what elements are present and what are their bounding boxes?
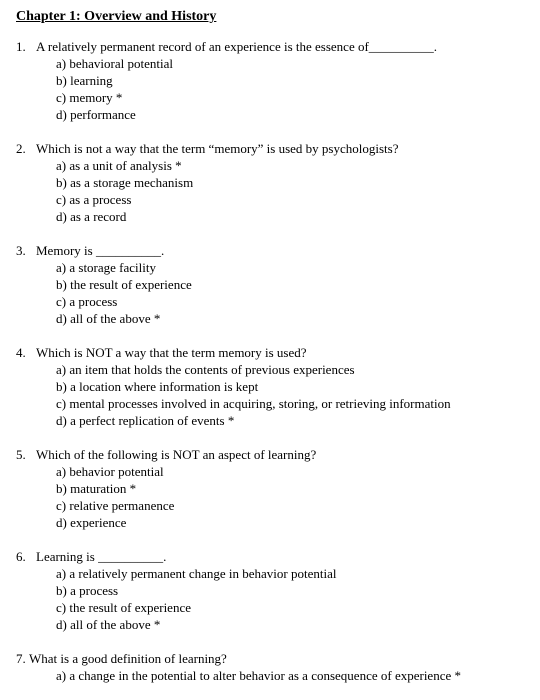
- option-letter: a): [56, 158, 67, 173]
- option-text: as a record: [70, 209, 127, 224]
- option-list: [16, 667, 540, 684]
- option-letter: c): [56, 192, 67, 207]
- option-letter: b): [56, 277, 67, 292]
- option-letter: d): [56, 515, 67, 530]
- option-b: [56, 174, 540, 191]
- question-number: 3.: [16, 243, 26, 258]
- option-text: the result of experience: [70, 277, 192, 292]
- question-stem: [16, 446, 540, 463]
- question-text: Memory is __________.: [36, 243, 165, 258]
- option-text: memory *: [69, 90, 123, 105]
- option-letter: d): [56, 413, 67, 428]
- option-a: [56, 259, 540, 276]
- option-letter: a): [56, 668, 67, 683]
- option-text: maturation *: [70, 481, 137, 496]
- question-stem: [16, 344, 540, 361]
- option-text: a storage facility: [69, 260, 156, 275]
- option-list: [16, 157, 540, 225]
- option-a: [56, 565, 540, 582]
- option-letter: d): [56, 107, 67, 122]
- option-letter: b): [56, 175, 67, 190]
- question-3: [16, 242, 540, 327]
- option-b: [56, 378, 540, 395]
- option-list: [16, 55, 540, 123]
- option-text: the result of experience: [69, 600, 191, 615]
- option-letter: b): [56, 481, 67, 496]
- option-letter: d): [56, 617, 67, 632]
- option-letter: a): [56, 260, 67, 275]
- option-text: a perfect replication of events *: [70, 413, 235, 428]
- option-letter: c): [56, 498, 67, 513]
- option-text: behavioral potential: [69, 56, 173, 71]
- option-text: all of the above *: [70, 311, 161, 326]
- option-list: [16, 259, 540, 327]
- question-number: 1.: [16, 39, 26, 54]
- option-c: [56, 293, 540, 310]
- option-text: a process: [69, 294, 118, 309]
- option-text: a process: [70, 583, 119, 598]
- option-c: [56, 395, 540, 412]
- option-text: learning: [70, 73, 113, 88]
- option-c: [56, 191, 540, 208]
- option-b: [56, 582, 540, 599]
- option-a: [56, 55, 540, 72]
- option-c: [56, 89, 540, 106]
- option-d: [56, 106, 540, 123]
- option-text: as a unit of analysis *: [69, 158, 182, 173]
- option-letter: d): [56, 311, 67, 326]
- option-letter: b): [56, 379, 67, 394]
- option-d: [56, 208, 540, 225]
- option-letter: a): [56, 56, 67, 71]
- option-letter: c): [56, 90, 67, 105]
- option-a: [56, 361, 540, 378]
- option-text: performance: [70, 107, 136, 122]
- question-number: 7.: [16, 651, 26, 666]
- question-4: [16, 344, 540, 429]
- option-text: relative permanence: [69, 498, 175, 513]
- option-text: a location where information is kept: [70, 379, 259, 394]
- option-letter: c): [56, 600, 67, 615]
- question-text: What is a good definition of learning?: [29, 651, 227, 666]
- option-text: an item that holds the contents of previous experiences: [69, 362, 355, 377]
- option-letter: a): [56, 566, 67, 581]
- question-stem: [16, 38, 540, 55]
- option-text: all of the above *: [70, 617, 161, 632]
- option-letter: c): [56, 294, 67, 309]
- question-2: [16, 140, 540, 225]
- question-5: [16, 446, 540, 531]
- option-list: [16, 361, 540, 429]
- option-a: [56, 463, 540, 480]
- option-letter: d): [56, 209, 67, 224]
- option-d: [56, 514, 540, 531]
- question-stem: [16, 650, 540, 667]
- question-number: 5.: [16, 447, 26, 462]
- option-text: as a storage mechanism: [70, 175, 194, 190]
- option-list: [16, 565, 540, 633]
- question-6: [16, 548, 540, 633]
- question-text: Which of the following is NOT an aspect of learning?: [36, 447, 317, 462]
- page-title: Chapter 1: Overview and History: [16, 9, 217, 24]
- option-text: behavior potential: [69, 464, 164, 479]
- question-stem: [16, 242, 540, 259]
- option-text: as a process: [69, 192, 132, 207]
- option-d: [56, 616, 540, 633]
- option-d: [56, 310, 540, 327]
- option-text: a relatively permanent change in behavior potential: [69, 566, 337, 581]
- option-c: [56, 497, 540, 514]
- question-text: Which is NOT a way that the term memory is used?: [36, 345, 307, 360]
- option-letter: b): [56, 583, 67, 598]
- option-a: [56, 157, 540, 174]
- option-letter: b): [56, 73, 67, 88]
- question-text: Learning is __________.: [36, 549, 167, 564]
- option-text: a change in the potential to alter behavior as a consequence of experience *: [69, 668, 461, 683]
- question-text: A relatively permanent record of an experience is the essence of__________.: [36, 39, 438, 54]
- question-stem: [16, 140, 540, 157]
- question-stem: [16, 548, 540, 565]
- option-b: [56, 480, 540, 497]
- option-letter: a): [56, 464, 67, 479]
- option-d: [56, 412, 540, 429]
- question-1: [16, 38, 540, 123]
- option-list: [16, 463, 540, 531]
- question-number: 6.: [16, 549, 26, 564]
- option-text: mental processes involved in acquiring, storing, or retrieving information: [69, 396, 451, 411]
- question-number: 4.: [16, 345, 26, 360]
- option-text: experience: [70, 515, 127, 530]
- question-text: Which is not a way that the term “memory” is used by psychologists?: [36, 141, 399, 156]
- option-c: [56, 599, 540, 616]
- option-b: [56, 276, 540, 293]
- option-a: [56, 667, 540, 684]
- question-7: [16, 650, 540, 684]
- question-number: 2.: [16, 141, 26, 156]
- option-letter: c): [56, 396, 67, 411]
- option-b: [56, 72, 540, 89]
- option-letter: a): [56, 362, 67, 377]
